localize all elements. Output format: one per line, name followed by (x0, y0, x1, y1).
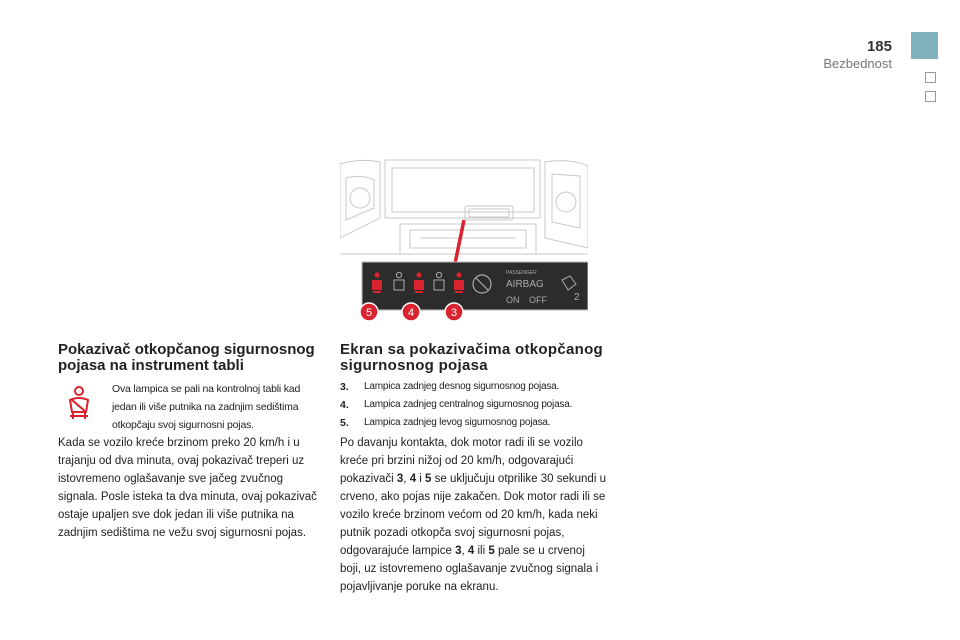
legend-item (340, 378, 620, 396)
corner-box-empty (925, 91, 936, 102)
callout-4 (402, 303, 420, 321)
passenger-label: PASSENGER (506, 270, 537, 276)
right-section-title: Ekran sa pokazivačima otkopčanog sigurnosnog pojasa (340, 341, 604, 374)
on-label: ON (506, 295, 520, 305)
right-body-text: Po davanju kontakta, dok motor radi ili se vozilo kreće pri brzini nižoj od 20 km/h, odgovarajući pokazivači 3, 4 i 5 se uključuju otprilike 30 sekundi u crveno, ako pojas nije zakačen. Dok motor radi ili se vozilo kreće brzinom većom od 20 km/h, kada neki putnik pozadi otkopča svoj sigurnosni pojas, odgovarajuće lampice 3, 4 ili 5 pale se u crvenoj boji, uz istovremeno oglašavanje zvučnog signala i pojavljivanje poruke na ekranu. (340, 437, 606, 593)
svg-text:3: 3 (450, 307, 458, 319)
svg-text:4: 4 (407, 307, 415, 319)
seat-number-label: 2 (574, 292, 580, 303)
legend-text: Lampica zadnjeg desnog sigurnosnog pojasa. (364, 381, 560, 392)
legend-text: Lampica zadnjeg levog sigurnosnog pojasa. (364, 417, 551, 428)
svg-text:5: 5 (365, 307, 373, 319)
dashboard-sketch (340, 160, 588, 254)
legend-number: 4. (340, 399, 349, 411)
off-label: OFF (529, 295, 547, 305)
seatbelt-warning-icon (64, 386, 94, 420)
legend-number: 5. (340, 417, 349, 429)
legend-item (340, 414, 620, 432)
indicator-screen (362, 262, 588, 310)
callout-5 (360, 303, 378, 321)
left-body-text: Kada se vozilo kreće brzinom preko 20 km/h i u trajanju od dva minuta, ovaj pokazivač treperi uz istovremeno oglašavanje sve jačeg zvučnog signala. Posle isteka ta dva minuta, ovaj pokazivač ostaje upaljen sve dok jedan ili više putnika na zadnjim sedištima ne vežu svoj sigurnosni pojas. (58, 437, 317, 539)
corner-accent-block (911, 32, 938, 59)
lamp-description: Ova lampica se pali na kontrolnoj tabli kad jedan ili više putnika na zadnjim sedištima otkopčaju svoj sigurnosni pojas. (112, 383, 301, 431)
legend-item (340, 396, 620, 414)
legend-text: Lampica zadnjeg centralnog sigurnosnog pojasa. (364, 399, 573, 410)
corner-box-empty (925, 72, 936, 83)
page-number: 185 (866, 38, 892, 55)
legend-number: 3. (340, 381, 349, 393)
section-name: Bezbednost (823, 56, 892, 71)
airbag-label: AIRBAG (506, 279, 544, 290)
left-section-title: Pokazivač otkopčanog sigurnosnog pojasa na instrument tabli (58, 341, 315, 374)
dashboard-illustration (340, 158, 588, 328)
legend-list (340, 378, 620, 432)
callout-3 (445, 303, 463, 321)
